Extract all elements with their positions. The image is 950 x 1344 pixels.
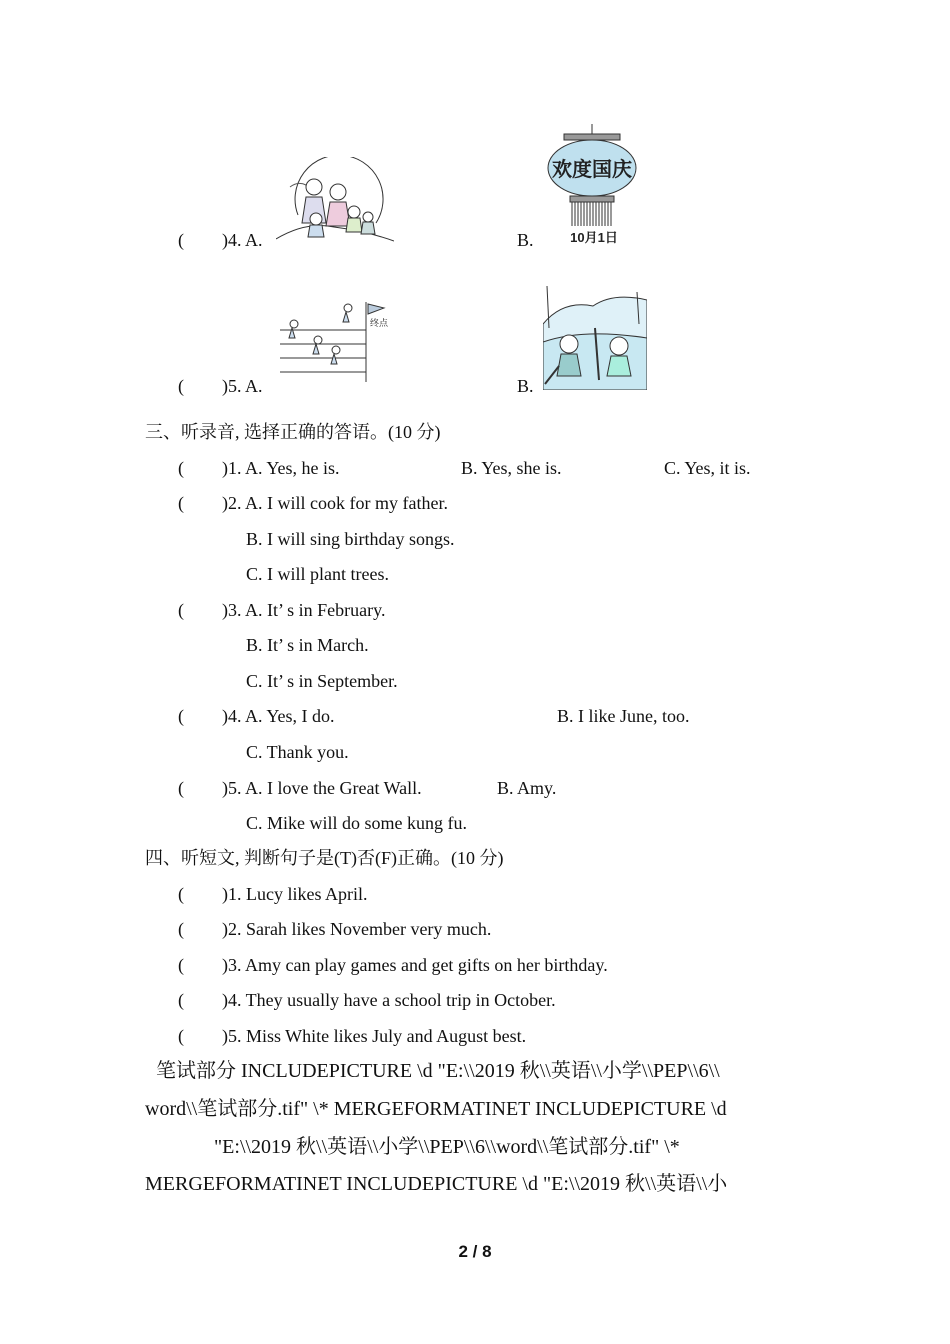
answer-paren[interactable]: ( [178, 884, 184, 904]
lantern-picture [544, 124, 640, 250]
planting-trees-picture [543, 284, 647, 390]
written-section-line: "E:\\2019 秋\\英语\\小学\\PEP\\6\\word\\笔试部分.tif" \* [214, 1136, 680, 1158]
option-b: B. Yes, she is. [461, 458, 562, 478]
answer-paren[interactable]: ( [178, 778, 184, 798]
option-b: B. Amy. [497, 778, 557, 798]
answer-paren[interactable]: ( [178, 230, 184, 250]
option-c: C. Mike will do some kung fu. [246, 813, 467, 833]
statement: )5. Miss White likes July and August best. [222, 1026, 527, 1046]
option-c: C. Yes, it is. [664, 458, 751, 478]
lantern-title: 欢度国庆 [552, 159, 632, 181]
answer-paren[interactable]: ( [178, 1026, 184, 1046]
option-a: )4. A. Yes, I do. [222, 706, 335, 726]
question-label: )5. A. [222, 376, 263, 396]
running-race-picture [276, 300, 390, 384]
section-heading: 三、听录音, 选择正确的答语。(10 分) [145, 422, 441, 442]
family-moon-picture [276, 157, 394, 243]
option-a: )1. A. Yes, he is. [222, 458, 340, 478]
statement: )2. Sarah likes November very much. [222, 919, 492, 939]
answer-paren[interactable]: ( [178, 955, 184, 975]
answer-paren[interactable]: ( [178, 600, 184, 620]
answer-paren[interactable]: ( [178, 990, 184, 1010]
statement: )1. Lucy likes April. [222, 884, 368, 904]
statement: )4. They usually have a school trip in October. [222, 990, 556, 1010]
answer-paren[interactable]: ( [178, 493, 184, 513]
question-label: )4. A. [222, 230, 263, 250]
answer-paren[interactable]: ( [178, 458, 184, 478]
answer-paren[interactable]: ( [178, 919, 184, 939]
finish-line-label: 终点 [370, 318, 389, 328]
option-c: C. Thank you. [246, 742, 349, 762]
written-section-line: 笔试部分 INCLUDEPICTURE \d "E:\\2019 秋\\英语\\小学\\PEP\\6\\ [156, 1060, 720, 1082]
written-section-line: word\\笔试部分.tif" \* MERGEFORMATINET INCLUDEPICTURE \d [145, 1098, 727, 1120]
option-b: B. I like June, too. [557, 706, 690, 726]
option-b-label: B. [517, 230, 534, 250]
answer-paren[interactable]: ( [178, 376, 184, 396]
option-c: C. I will plant trees. [246, 564, 389, 584]
section-heading: 四、听短文, 判断句子是(T)否(F)正确。(10 分) [145, 848, 504, 868]
option-b: B. I will sing birthday songs. [246, 529, 455, 549]
answer-paren[interactable]: ( [178, 706, 184, 726]
option-a: )2. A. I will cook for my father. [222, 493, 448, 513]
page-number: 2 / 8 [458, 1242, 492, 1261]
option-b-label: B. [517, 376, 534, 396]
statement: )3. Amy can play games and get gifts on her birthday. [222, 955, 608, 975]
option-c: C. It’ s in September. [246, 671, 398, 691]
option-a: )3. A. It’ s in February. [222, 600, 386, 620]
option-a: )5. A. I love the Great Wall. [222, 778, 422, 798]
written-section-line: MERGEFORMATINET INCLUDEPICTURE \d "E:\\2019 秋\\英语\\小 [145, 1173, 728, 1195]
lantern-date: 10月1日 [570, 230, 618, 245]
option-b: B. It’ s in March. [246, 635, 369, 655]
